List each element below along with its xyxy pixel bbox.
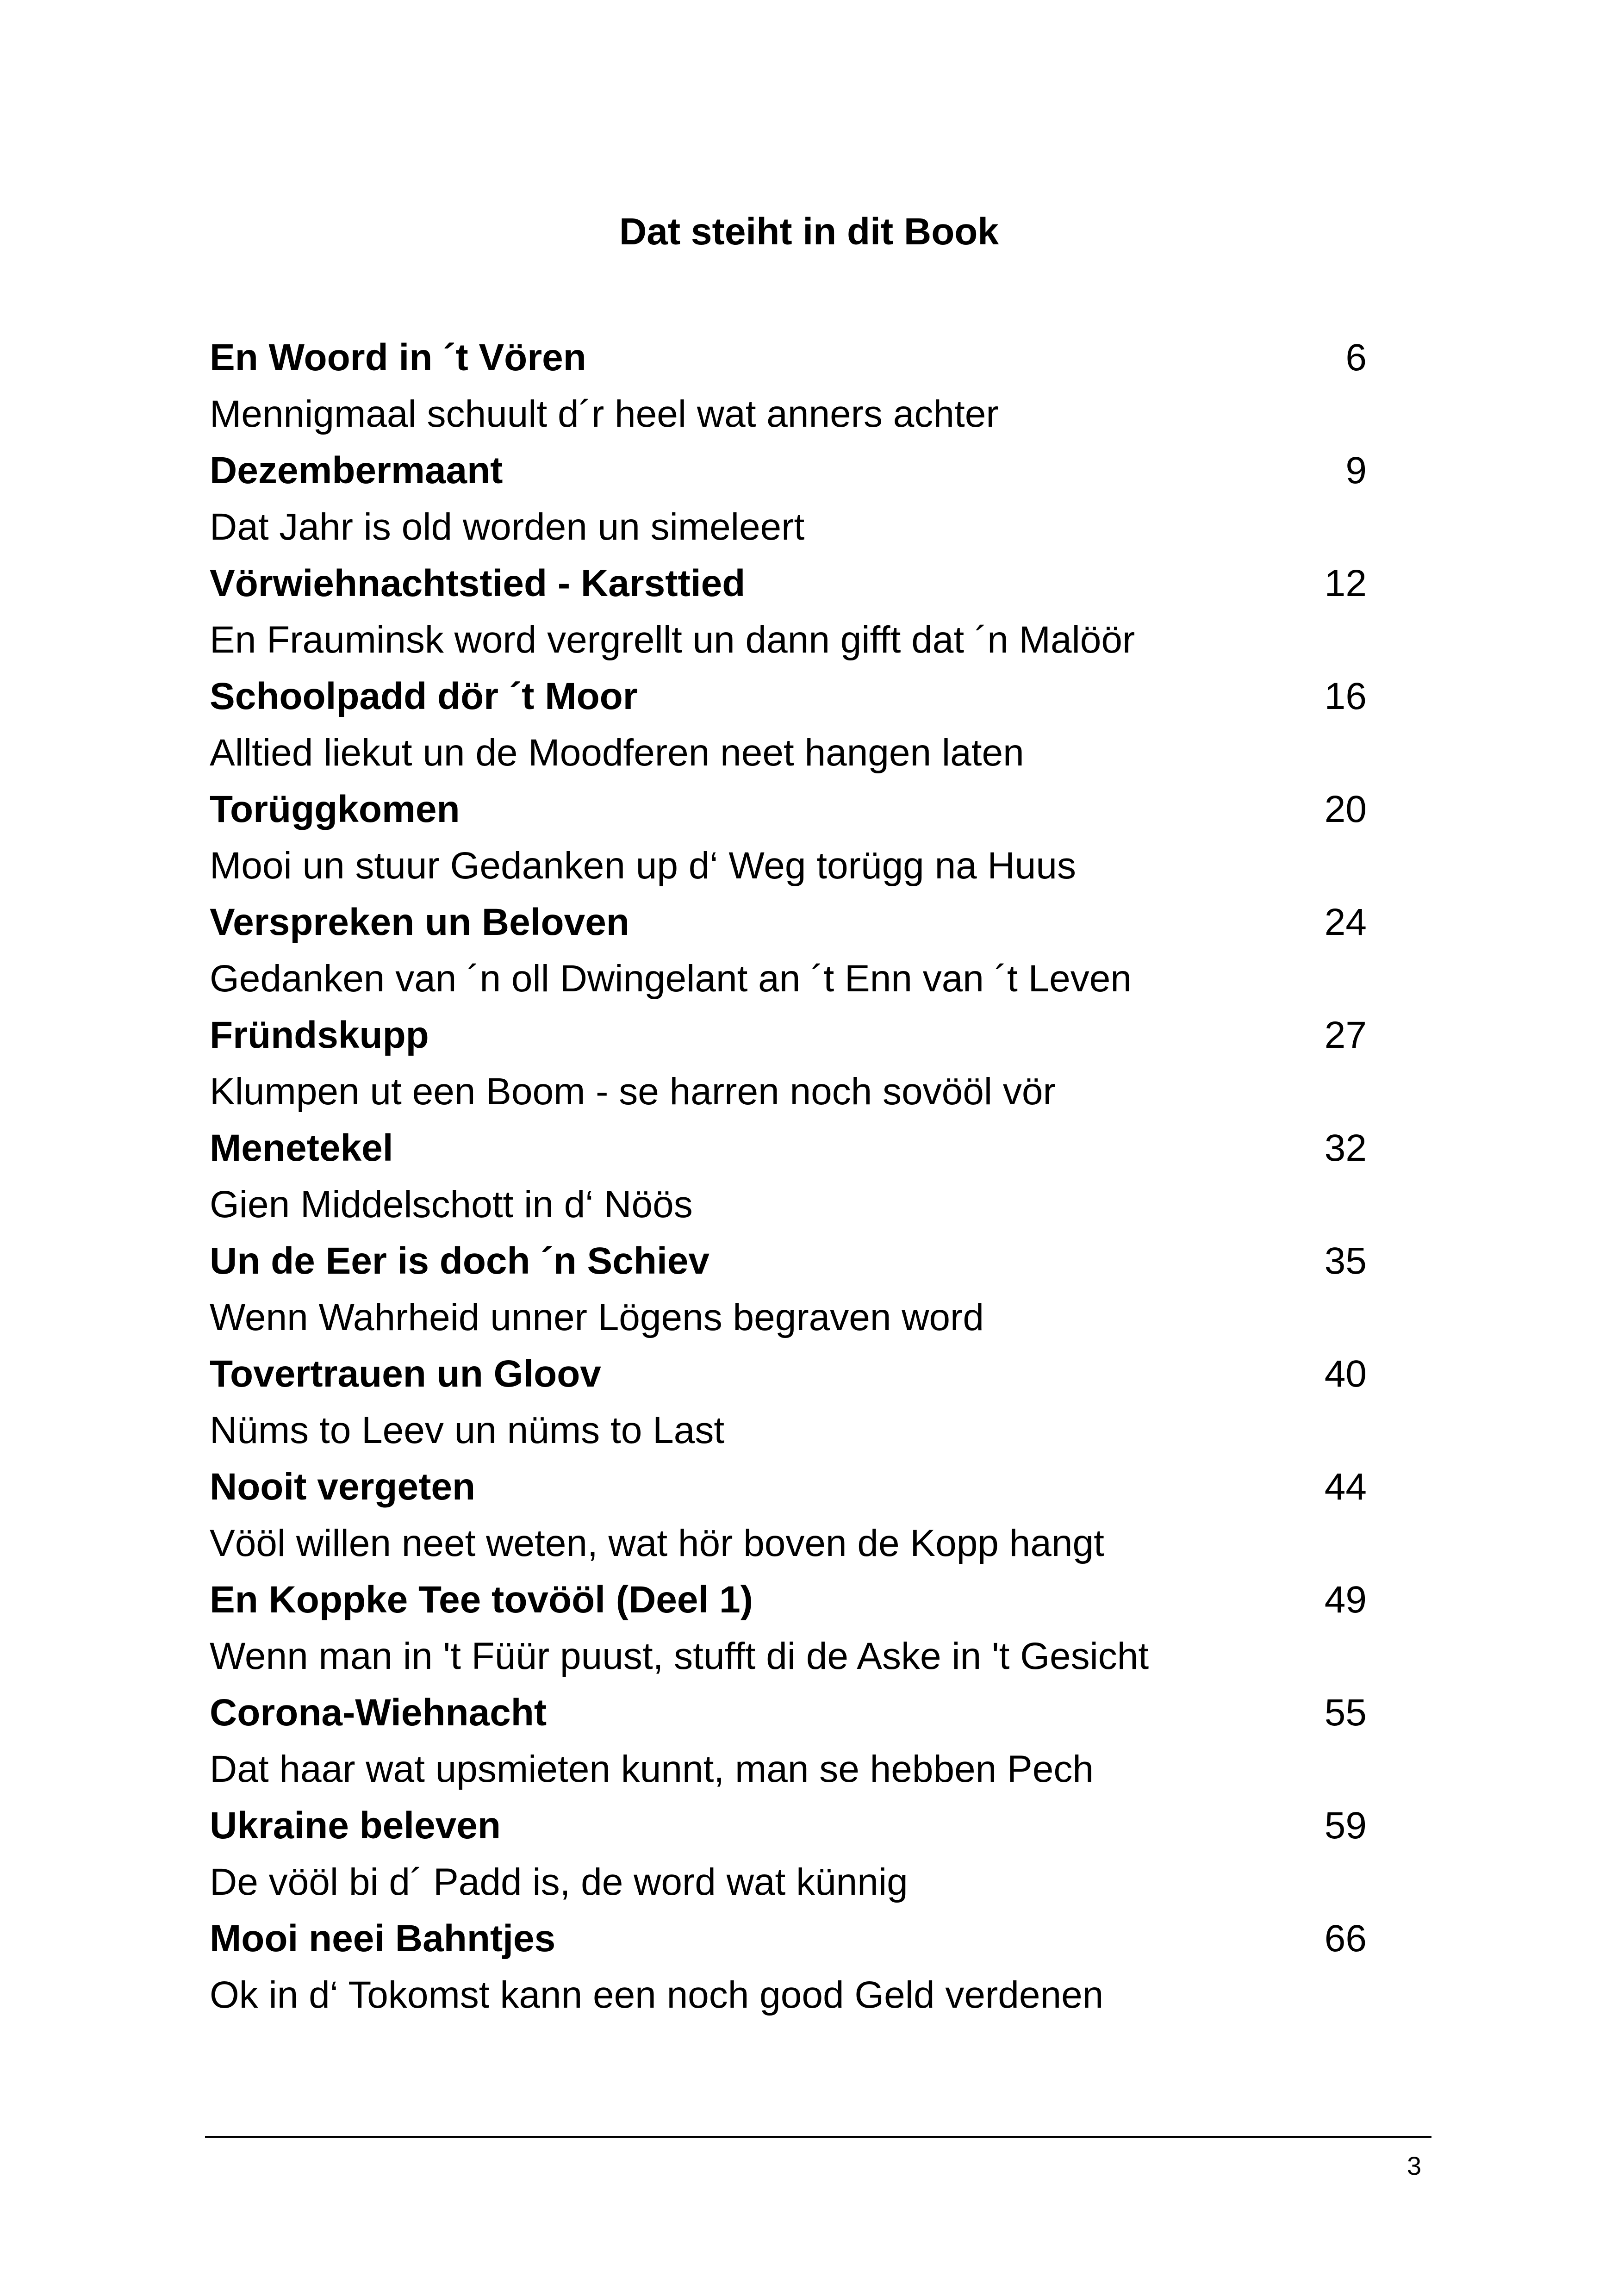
toc-entry-subtitle: Klumpen ut een Boom - se harren noch sovööl vör <box>210 1070 1056 1113</box>
toc-entry-subtitle: En Frauminsk word vergrellt un dann gifft dat ´n Malöör <box>210 619 1135 661</box>
toc-entry-subtitle: Gedanken van ´n oll Dwingelant an ´t Enn van ´t Leven <box>210 958 1132 1000</box>
toc-entry-title: Nooit vergeten <box>210 1466 476 1508</box>
toc-entry-heading <box>210 1910 1367 1967</box>
toc-entry-page-number: 40 <box>1324 1353 1367 1395</box>
toc-entry-title: Dezembermaant <box>210 449 503 492</box>
toc-entry-subtitle: Dat haar wat upsmieten kunnt, man se hebben Pech <box>210 1748 1094 1790</box>
toc-entry <box>210 781 1367 894</box>
table-of-contents <box>210 330 1367 2023</box>
toc-entry-title: Menetekel <box>210 1127 393 1169</box>
toc-entry <box>210 894 1367 1007</box>
toc-entry-heading <box>210 1459 1367 1515</box>
toc-entry-title: Fründskupp <box>210 1014 429 1056</box>
page-number: 3 <box>1407 2151 1422 2180</box>
toc-entry-page-number: 44 <box>1324 1466 1367 1508</box>
toc-entry <box>210 1120 1367 1233</box>
toc-entry-title: Verspreken un Beloven <box>210 901 629 943</box>
toc-entry <box>210 442 1367 555</box>
toc-entry-heading <box>210 781 1367 838</box>
toc-entry <box>210 1459 1367 1572</box>
toc-entry <box>210 1233 1367 1346</box>
toc-entry-page-number: 55 <box>1324 1692 1367 1734</box>
toc-entry-title: Torüggkomen <box>210 788 460 830</box>
toc-entry <box>210 668 1367 781</box>
toc-entry-subtitle: De vööl bi d´ Padd is, de word wat künnig <box>210 1861 908 1903</box>
toc-entry-page-number: 24 <box>1324 901 1367 943</box>
toc-entry-heading <box>210 668 1367 725</box>
toc-entry-subtitle: Dat Jahr is old worden un simeleert <box>210 506 805 548</box>
toc-entry-heading <box>210 1798 1367 1854</box>
toc-entry-subtitle: Mennigmaal schuult d´r heel wat anners achter <box>210 393 999 435</box>
toc-entry-title: Tovertrauen un Gloov <box>210 1353 601 1395</box>
toc-entry-title: En Koppke Tee tovööl (Deel 1) <box>210 1579 753 1621</box>
toc-entry-page-number: 59 <box>1324 1804 1367 1847</box>
toc-entry-heading <box>210 1685 1367 1741</box>
toc-entry-heading <box>210 1233 1367 1289</box>
toc-entry-page-number: 27 <box>1324 1014 1367 1056</box>
toc-entry-page-number: 12 <box>1324 562 1367 604</box>
toc-entry-heading <box>210 1007 1367 1064</box>
toc-entry-page-number: 20 <box>1324 788 1367 830</box>
toc-entry <box>210 1798 1367 1910</box>
toc-entry-title: Schoolpadd dör ´t Moor <box>210 675 638 717</box>
toc-entry-title: En Woord in ´t Vören <box>210 336 586 379</box>
toc-entry-heading <box>210 1120 1367 1176</box>
toc-entry-page-number: 49 <box>1324 1579 1367 1621</box>
toc-entry-heading <box>210 894 1367 951</box>
toc-entry-heading <box>210 1346 1367 1402</box>
toc-entry-title: Mooi neei Bahntjes <box>210 1917 556 1960</box>
toc-entry-subtitle: Gien Middelschott in d‘ Nöös <box>210 1183 693 1226</box>
toc-entry-heading <box>210 442 1367 499</box>
toc-entry <box>210 1572 1367 1685</box>
toc-entry <box>210 1910 1367 2023</box>
toc-entry-title: Ukraine beleven <box>210 1804 501 1847</box>
toc-entry-subtitle: Alltied liekut un de Moodferen neet hangen laten <box>210 732 1024 774</box>
toc-entry-page-number: 66 <box>1324 1917 1367 1960</box>
toc-entry-subtitle: Mooi un stuur Gedanken up d‘ Weg torügg na Huus <box>210 845 1076 887</box>
toc-entry-page-number: 9 <box>1345 449 1367 492</box>
toc-entry <box>210 555 1367 668</box>
toc-entry-page-number: 6 <box>1345 336 1367 379</box>
toc-entry-subtitle: Ok in d‘ Tokomst kann een noch good Geld verdenen <box>210 1974 1104 2016</box>
toc-entry-heading <box>210 330 1367 386</box>
toc-entry-title: Corona-Wiehnacht <box>210 1692 547 1734</box>
toc-entry-subtitle: Vööl willen neet weten, wat hör boven de Kopp hangt <box>210 1522 1104 1564</box>
toc-entry-subtitle: Nüms to Leev un nüms to Last <box>210 1409 725 1451</box>
page-title: Dat steiht in dit Book <box>619 211 999 253</box>
toc-entry-title: Vörwiehnachtstied - Karsttied <box>210 562 746 604</box>
toc-entry-page-number: 16 <box>1324 675 1367 717</box>
toc-entry <box>210 330 1367 442</box>
toc-entry-heading <box>210 1572 1367 1628</box>
toc-entry-subtitle: Wenn Wahrheid unner Lögens begraven word <box>210 1296 984 1338</box>
toc-entry-subtitle: Wenn man in 't Füür puust, stufft di de Aske in 't Gesicht <box>210 1635 1149 1677</box>
toc-entry-page-number: 32 <box>1324 1127 1367 1169</box>
toc-entry-page-number: 35 <box>1324 1240 1367 1282</box>
toc-entry <box>210 1007 1367 1120</box>
toc-entry <box>210 1685 1367 1798</box>
toc-entry-heading <box>210 555 1367 612</box>
toc-entry <box>210 1346 1367 1459</box>
toc-entry-title: Un de Eer is doch ´n Schiev <box>210 1240 709 1282</box>
footer-rule <box>205 2136 1431 2138</box>
